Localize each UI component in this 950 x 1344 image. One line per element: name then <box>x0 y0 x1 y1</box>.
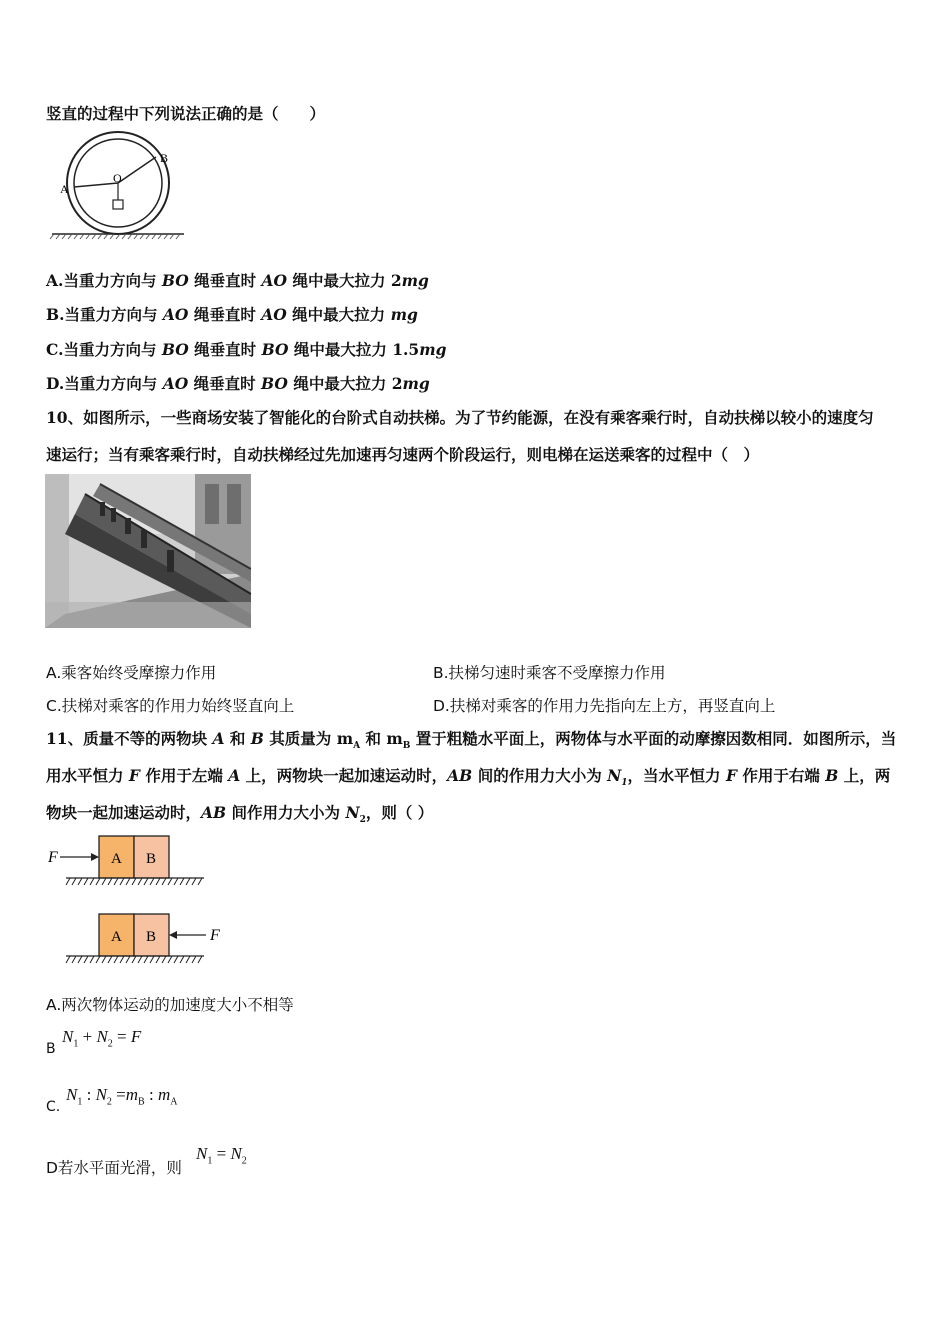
q9-stem-tail: 竖直的过程中下列说法正确的是（ ） <box>46 104 326 123</box>
q9-option-c: C.当重力方向与 BO 绳垂直时 BO 绳中最大拉力 1.5mg <box>46 340 447 359</box>
escalator-photo <box>45 474 251 628</box>
label-b: B <box>160 151 169 165</box>
q11-option-b-key: B <box>46 1041 56 1057</box>
force-label-top: F <box>48 849 58 866</box>
svg-text:A: A <box>111 929 122 945</box>
label-o: O <box>113 171 122 185</box>
q11-option-c-key: C. <box>46 1099 61 1115</box>
q10-stem-line1: 10、如图所示，一些商场安装了智能化的台阶式自动扶梯。为了节约能源，在没有乘客乘行时，自动扶梯以较小的速度匀 <box>46 408 874 427</box>
q10-option-b: B.扶梯匀速时乘客不受摩擦力作用 <box>433 664 666 682</box>
q10-option-d: D.扶梯对乘客的作用力先指向左上方，再竖直向上 <box>433 697 776 715</box>
q11-option-b-formula: $N_1 + N_2 = F$ <box>62 1027 142 1050</box>
q11-option-a: A.两次物体运动的加速度大小不相等 <box>46 996 294 1014</box>
q9-option-a: A.当重力方向与 BO 绳垂直时 AO 绳中最大拉力 2mg <box>46 271 429 290</box>
q9-option-b: B.当重力方向与 AO 绳垂直时 AO 绳中最大拉力 mg <box>46 305 418 324</box>
svg-text:B: B <box>146 851 157 867</box>
q10-option-c: C.扶梯对乘客的作用力始终竖直向上 <box>46 697 295 715</box>
q11-stem-line1: 11、质量不等的两物块 A 和 B 其质量为 $m_A$ 和 $m_B$ 置于粗糙水平面上，两物体与水平面的动摩擦因数相同．如图所示，当 <box>46 729 897 752</box>
q11-stem-line3: 物块一起加速运动时，AB 间作用力大小为 $N_2$，则（ ） <box>46 803 434 826</box>
q9-option-d: D.当重力方向与 AO 绳垂直时 BO 绳中最大拉力 2mg <box>46 374 430 393</box>
q9-ring-figure <box>46 130 191 245</box>
q11-option-c-formula: $N_1$ : $N_2 =m_B$ : $m_A$ <box>66 1085 178 1108</box>
q10-option-a: A.乘客始终受摩擦力作用 <box>46 664 217 682</box>
svg-text:A: A <box>111 851 122 867</box>
label-a: A <box>60 182 69 196</box>
q11-stem-line2: 用水平恒力 F 作用于左端 A 上，两物块一起加速运动时，AB 间的作用力大小为 $N_1$，当水平恒力 F 作用于右端 B 上，两 <box>46 766 891 789</box>
q11-option-d-formula: $N_1 = N_2$ <box>196 1144 247 1167</box>
q10-stem-line2: 速运行；当有乘客乘行时，自动扶梯经过先加速再匀速两个阶段运行，则电梯在运送乘客的过程中（ ） <box>46 445 760 464</box>
q11-blocks-figure <box>46 832 236 972</box>
svg-text:B: B <box>146 929 157 945</box>
force-label-bottom: F <box>210 927 220 944</box>
q11-option-d-text: D若水平面光滑，则 <box>46 1159 182 1177</box>
